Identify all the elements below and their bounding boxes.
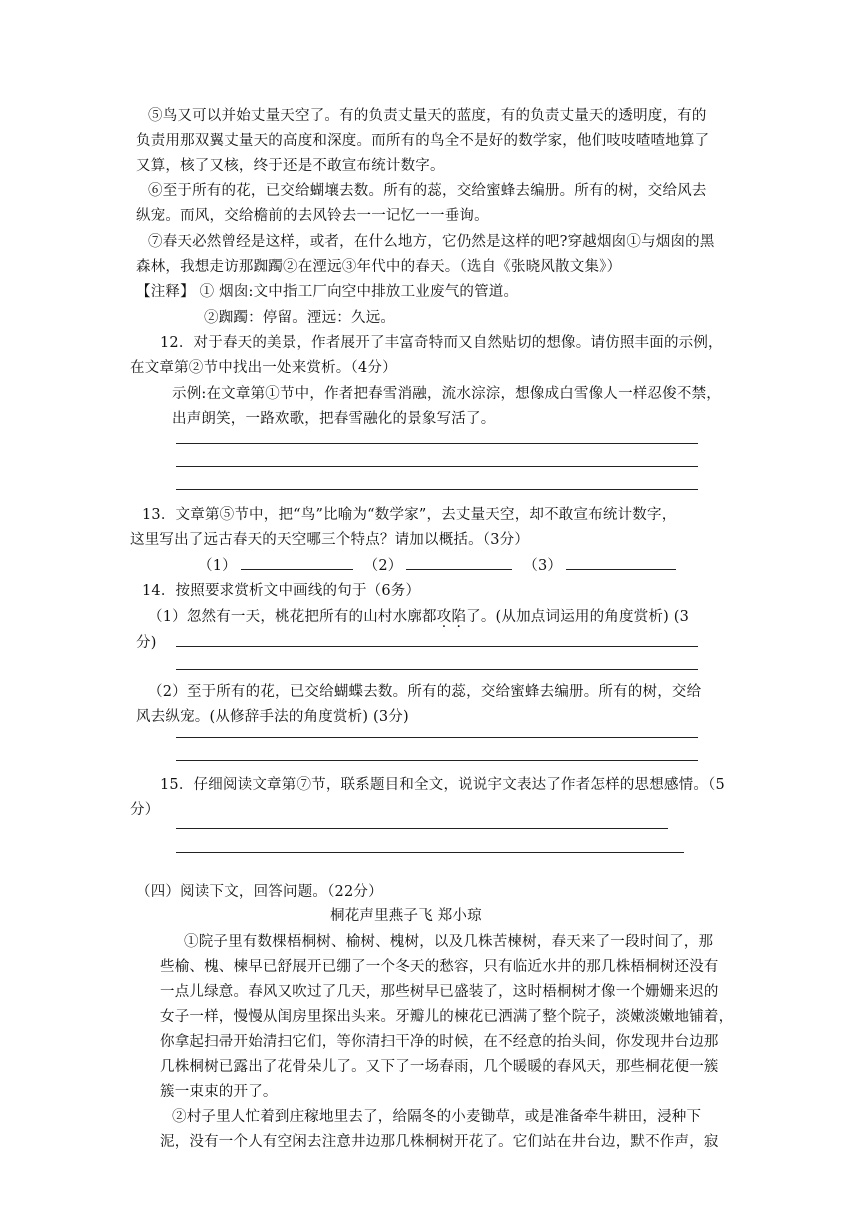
example-line-1: 示例:在文章第①节中，作者把春雪消融，流水淙淙，想像成白雪像人一样忍俊不禁， <box>172 386 721 402</box>
dotted-char-1: 攻 <box>436 609 452 625</box>
dotted-char-2: 陷 <box>451 609 467 625</box>
answer-line <box>176 828 668 829</box>
section-4-heading: （四）阅读下文，回答问题。（22分） <box>136 884 383 900</box>
article-paragraph-2-line-2: 泥，没有一个人有空闲去注意井边那几株桐树开花了。它们站在井台边，默不作声，寂 <box>160 1134 719 1150</box>
article-paragraph-1-line-7: 簇一束束的开了。 <box>160 1084 278 1100</box>
question-14-2-line-2: 风去纵宠。(从修辞手法的角度赏析) (3分) <box>136 709 409 725</box>
question-14-1-line-2: 分) <box>136 635 157 651</box>
answer-line <box>176 443 698 444</box>
paragraph-7-line-2: 森林，我想走访那踟躅②在湮远③年代中的春天。（选自《张晓风散文集》） <box>136 259 622 275</box>
blank-3-field[interactable] <box>566 555 676 570</box>
q14-1-text: （1）忽然有一天，桃花把所有的山村水廓都 <box>148 609 437 625</box>
article-paragraph-1-line-6: 几株桐树已露出了花骨朵儿了。又下了一场春雨，几个暖暖的春风天，那些桐花便一簇 <box>160 1059 719 1075</box>
article-paragraph-1-line-4: 女子一样，慢慢从闺房里探出头来。牙瓣儿的楝花已洒满了整个院子，淡嫩淡嫩地铺着， <box>160 1009 734 1025</box>
question-12-line-2: 在文章第②节中找出一处来赏析。（4分） <box>130 360 397 376</box>
question-13-line-1: 13．文章第⑤节中，把“鸟”比喻为“数学家”，去丈量天空，却不敢宣布统计数字， <box>142 507 677 523</box>
blank-1-label: （1） <box>198 558 237 574</box>
blank-2-field[interactable] <box>406 555 512 570</box>
question-15-line-2: 分） <box>130 802 160 818</box>
answer-line <box>176 669 698 670</box>
paragraph-5-line-1: ⑤鸟又可以并始丈量天空了。有的负责丈量天的蓝度，有的负责丈量天的透明度，有的 <box>148 108 707 124</box>
question-14-title: 14．按照要求赏析文中画线的句于（6务） <box>142 583 421 599</box>
article-paragraph-1-line-3: 一点儿绿意。春风又吹过了几天，那些树早已盛装了，这时梧桐树才像一个姗姗来迟的 <box>160 984 719 1000</box>
question-14-2-line-1: （2）至于所有的花，已交给蝴蝶去数。所有的蕊，交给蜜蜂去编册。所有的树，交给 <box>148 684 702 700</box>
annotation-line-2: ②踟躅：停留。湮远：久远。 <box>204 310 396 326</box>
question-12-line-1: 12．对于春天的美景，作者展开了丰富奇特而又自然贴切的想像。请仿照丰面的示例， <box>160 335 723 351</box>
article-paragraph-1-line-1: ①院子里有数棵梧桐树、榆树、槐树，以及几株苦楝树，春天来了一段时间了，那 <box>184 934 714 950</box>
annotation-line-1: 【注释】 ① 烟囱:文中指工厂向空中排放工业废气的管道。 <box>136 284 519 300</box>
answer-line <box>176 760 698 761</box>
paragraph-5-line-3: 又算，核了又核，终于还是不敢宣布统计数字。 <box>136 158 445 174</box>
question-14-1-line-1 <box>148 607 689 627</box>
answer-line <box>176 737 698 738</box>
question-13-line-2: 这里写出了远古春天的天空哪三个特点？请加以概括。（3分） <box>130 532 530 548</box>
question-13-blanks <box>198 555 682 576</box>
article-paragraph-1-line-5: 你拿起扫帚开始清扫它们，等你清扫干净的时候，在不经意的抬头间，你发现井台边那 <box>160 1034 719 1050</box>
paragraph-6-line-2: 纵宠。而风，交给檐前的去风铃去一一记忆一一垂询。 <box>136 208 489 224</box>
question-15-line-1: 15．仔细阅读文章第⑦节，联系题目和全文，说说宇文表达了作者怎样的思想感情。（5 <box>160 777 725 793</box>
blank-1-field[interactable] <box>241 555 353 570</box>
paragraph-7-line-1: ⑦春天必然曾经是这样，或者，在什么地方，它仍然是这样的吧?穿越烟囱①与烟囱的黑 <box>148 234 715 250</box>
q14-1-instruction: 了。(从加点词运用的角度赏析) (3 <box>466 609 690 625</box>
paragraph-6-line-1: ⑥至于所有的花，已交给蝴壤去数。所有的蕊，交给蜜蜂去编册。所有的树，交给风去 <box>148 183 707 199</box>
article-paragraph-1-line-2: 些榆、槐、楝早已舒展开已绷了一个冬天的愁容，只有临近水井的那几株梧桐树还没有 <box>160 959 719 975</box>
answer-line <box>176 646 698 647</box>
example-line-2: 出声朗笑，一路欢歌，把春雪融化的景象写活了。 <box>172 411 496 427</box>
blank-2-label: （2） <box>363 558 403 574</box>
article-title: 桐花声里燕子飞 郑小琼 <box>330 908 482 924</box>
answer-line <box>176 489 698 490</box>
answer-line <box>176 852 684 853</box>
article-paragraph-2-line-1: ②村子里人忙着到庄稼地里去了，给隔冬的小麦锄草，或是准备牵牛耕田，浸种下 <box>172 1109 702 1125</box>
blank-3-label: （3） <box>523 558 563 574</box>
answer-line <box>176 466 698 467</box>
paragraph-5-line-2: 负责用那双翼丈量天的高度和深度。而所有的鸟全不是好的数学家，他们吱吱喳喳地算了 <box>136 133 710 149</box>
